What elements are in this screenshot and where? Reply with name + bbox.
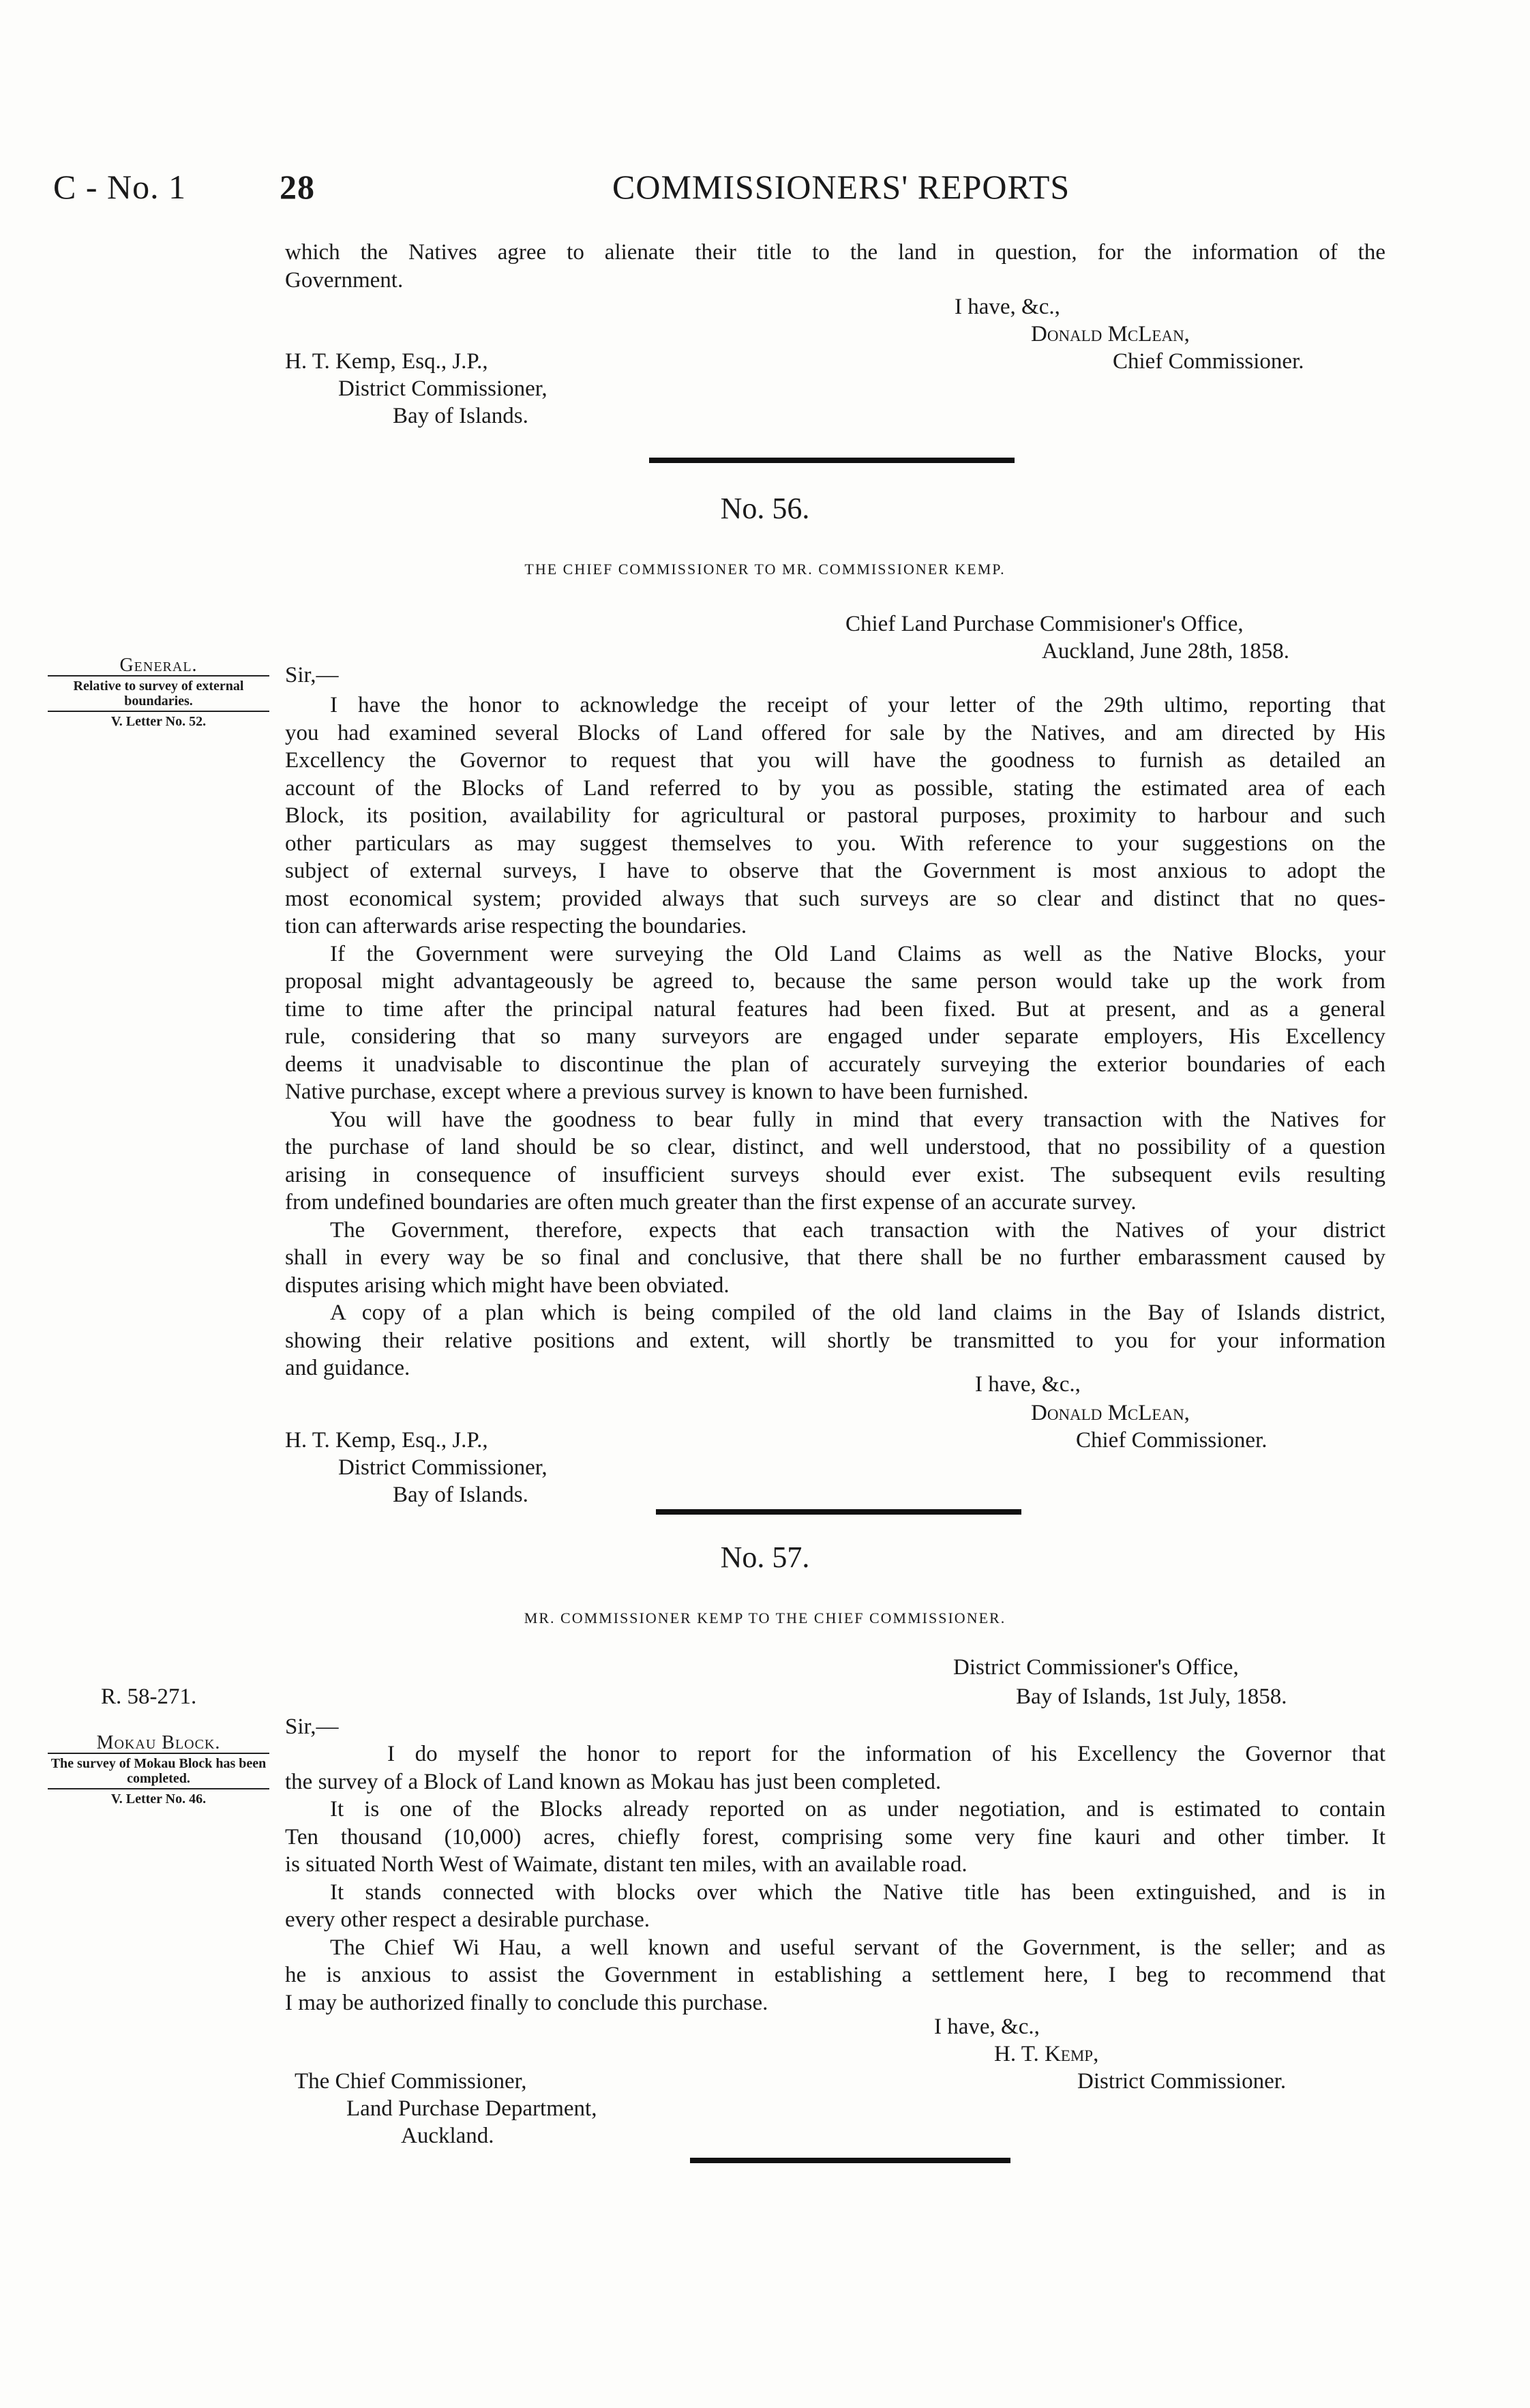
section-divider bbox=[649, 458, 1015, 463]
text-line: shall in every way be so final and conclusive, that there shall be no further embarassment caused by bbox=[285, 1245, 1385, 1270]
text-line: I do myself the honor to report for the information of his Excellency the Governor that bbox=[387, 1742, 1385, 1766]
section-divider bbox=[656, 1509, 1021, 1515]
section-divider bbox=[690, 2158, 1010, 2163]
text-line-last: the survey of a Block of Land known as Mokau has just been completed. bbox=[285, 1769, 942, 1794]
addressee-line: District Commissioner, bbox=[338, 1455, 548, 1480]
margin-ref: V. Letter No. 46. bbox=[110, 1792, 207, 1807]
text-line: rule, considering that so many surveyors are engaged under separate employers, His Excellency bbox=[285, 1024, 1385, 1049]
closing: I have, &c., bbox=[934, 2015, 1040, 2039]
letter-number: No. 56. bbox=[720, 492, 810, 525]
text-line-last: and guidance. bbox=[285, 1356, 410, 1380]
text-line: The Government, therefore, expects that each transaction with the Natives of your district bbox=[330, 1217, 1385, 1243]
letter-number: No. 57. bbox=[720, 1541, 810, 1574]
signer-name: Donald McLean, bbox=[1031, 1401, 1190, 1425]
text-line: It is one of the Blocks already reported on as under negotiation, and is estimated to contain bbox=[330, 1797, 1385, 1822]
margin-note bbox=[41, 655, 276, 729]
addressee-line: H. T. Kemp, Esq., J.P., bbox=[285, 1428, 488, 1453]
text-line: time to time after the principal natural features had been fixed. But at present, and as a general bbox=[285, 996, 1385, 1022]
text-line: deems it unadvisable to discontinue the plan of accurately surveying the exterior boundaries of each bbox=[285, 1052, 1385, 1077]
text-line: account of the Blocks of Land referred to by you as possible, stating the estimated area of each bbox=[285, 775, 1385, 801]
margin-heading: Mokau Block. bbox=[96, 1732, 221, 1753]
text-line: which the Natives agree to alienate their title to the land in question, for the information of the bbox=[285, 240, 1385, 265]
text-line: most economical system; provided always that such surveys are so clear and distinct that no ques- bbox=[285, 886, 1385, 911]
text-line: Block, its position, availability for agricultural or pastoral purposes, proximity to harbour and such bbox=[285, 803, 1385, 828]
text-line: other particulars as may suggest themselves to you. With reference to your suggestions on the bbox=[285, 831, 1385, 856]
signer-title: Chief Commissioner. bbox=[1076, 1428, 1268, 1453]
signer-title: District Commissioner. bbox=[1077, 2069, 1287, 2094]
page-number: 28 bbox=[280, 168, 315, 206]
text-line: the purchase of land should be so clear, distinct, and well understood, that no possibility of a question bbox=[285, 1135, 1385, 1159]
text-line: he is anxious to assist the Government in establishing a settlement here, I beg to recommend that bbox=[285, 1963, 1385, 1987]
text-line-last: from undefined boundaries are often much greater than the first expense of an accurate survey. bbox=[285, 1190, 1137, 1215]
text-line-last: Native purchase, except where a previous survey is known to have been furnished. bbox=[285, 1080, 1029, 1104]
text-line: It stands connected with blocks over which the Native title has been extinguished, and is in bbox=[330, 1879, 1385, 1905]
text-line-last: tion can afterwards arise respecting the boundaries. bbox=[285, 914, 747, 938]
running-title: COMMISSIONERS' REPORTS bbox=[612, 168, 1070, 206]
addressee-line: The Chief Commissioner, bbox=[295, 2069, 527, 2094]
margin-text: Relative to survey of external boundaries. bbox=[73, 679, 244, 709]
salutation: Sir,— bbox=[285, 1714, 339, 1739]
addressee-line: Land Purchase Department, bbox=[346, 2096, 597, 2121]
addressee-line: District Commissioner, bbox=[338, 376, 548, 401]
office-line: District Commissioner's Office, bbox=[953, 1655, 1239, 1680]
text-line: you had examined several Blocks of Land offered for sale by the Natives, and am directed by His bbox=[285, 720, 1385, 745]
report-ref: C - No. 1 bbox=[53, 168, 187, 206]
text-line: The Chief Wi Hau, a well known and useful servant of the Government, is the seller; and as bbox=[330, 1935, 1385, 1960]
text-line: A copy of a plan which is being compiled of the old land claims in the Bay of Islands district, bbox=[330, 1300, 1385, 1325]
margin-rule bbox=[48, 711, 269, 712]
margin-text: The survey of Mokau Block has been completed. bbox=[50, 1756, 267, 1786]
paragraph bbox=[285, 1879, 1385, 1934]
letter-heading: MR. COMMISSIONER KEMP TO THE CHIEF COMMISSIONER. bbox=[524, 1609, 1006, 1626]
paragraph bbox=[285, 1740, 1385, 1796]
text-line-last: disputes arising which might have been obviated. bbox=[285, 1273, 730, 1298]
addressee-line: Bay of Islands. bbox=[393, 1483, 528, 1507]
paragraph bbox=[285, 692, 1385, 940]
addressee-line: H. T. Kemp, Esq., J.P., bbox=[285, 349, 488, 374]
paragraph bbox=[285, 940, 1385, 1106]
text-line-last: is situated North West of Waimate, distant ten miles, with an available road. bbox=[285, 1852, 967, 1877]
place-date: Bay of Islands, 1st July, 1858. bbox=[1016, 1684, 1287, 1709]
text-line: Excellency the Governor to request that you will have the goodness to furnish as detailed an bbox=[285, 748, 1385, 773]
salutation: Sir,— bbox=[285, 663, 339, 687]
register-ref: R. 58-271. bbox=[101, 1684, 197, 1709]
signer-name: Donald McLean, bbox=[1031, 322, 1190, 346]
closing: I have, &c., bbox=[955, 295, 1060, 319]
letter56-body bbox=[285, 692, 1385, 1382]
paragraph bbox=[285, 1796, 1385, 1879]
letter55-tail bbox=[285, 239, 1385, 294]
paragraph bbox=[285, 1217, 1385, 1300]
letter-heading: THE CHIEF COMMISSIONER TO MR. COMMISSIONER KEMP. bbox=[524, 561, 1006, 578]
margin-heading: General. bbox=[119, 655, 198, 676]
text-line: proposal might advantageously be agreed to, because the same person would take up the work from bbox=[285, 969, 1385, 994]
paragraph bbox=[285, 1299, 1385, 1382]
office-line: Chief Land Purchase Commisioner's Office, bbox=[845, 612, 1244, 636]
text-line: You will have the goodness to bear fully in mind that every transaction with the Natives for bbox=[330, 1107, 1385, 1132]
margin-rule bbox=[48, 1788, 269, 1789]
text-line: I have the honor to acknowledge the receipt of your letter of the 29th ultimo, reporting that bbox=[330, 693, 1385, 717]
text-line: showing their relative positions and extent, will shortly be transmitted to you for your information bbox=[285, 1328, 1385, 1353]
text-line: subject of external surveys, I have to observe that the Government is most anxious to adopt the bbox=[285, 859, 1385, 883]
addressee-line: Auckland. bbox=[401, 2124, 494, 2148]
text-line-last: I may be authorized finally to conclude this purchase. bbox=[285, 1990, 768, 2015]
letter57-body bbox=[285, 1740, 1385, 2017]
paragraph bbox=[285, 1934, 1385, 2017]
margin-ref: V. Letter No. 52. bbox=[110, 714, 207, 729]
text-line: If the Government were surveying the Old Land Claims as well as the Native Blocks, your bbox=[330, 941, 1385, 966]
text-line: arising in consequence of insufficient surveys should ever exist. The subsequent evils resulting bbox=[285, 1162, 1385, 1187]
margin-note bbox=[41, 1732, 276, 1807]
place-date: Auckland, June 28th, 1858. bbox=[1042, 639, 1289, 664]
signer-title: Chief Commissioner. bbox=[1113, 349, 1304, 374]
paragraph bbox=[285, 1106, 1385, 1217]
addressee-line: Bay of Islands. bbox=[393, 404, 528, 428]
signer-name: H. T. Kemp, bbox=[994, 2042, 1099, 2066]
closing: I have, &c., bbox=[975, 1372, 1081, 1397]
text-line-last: Government. bbox=[285, 267, 404, 293]
text-line: Ten thousand (10,000) acres, chiefly forest, comprising some very fine kauri and other timber. It bbox=[285, 1824, 1385, 1849]
text-line-last: every other respect a desirable purchase. bbox=[285, 1907, 650, 1932]
